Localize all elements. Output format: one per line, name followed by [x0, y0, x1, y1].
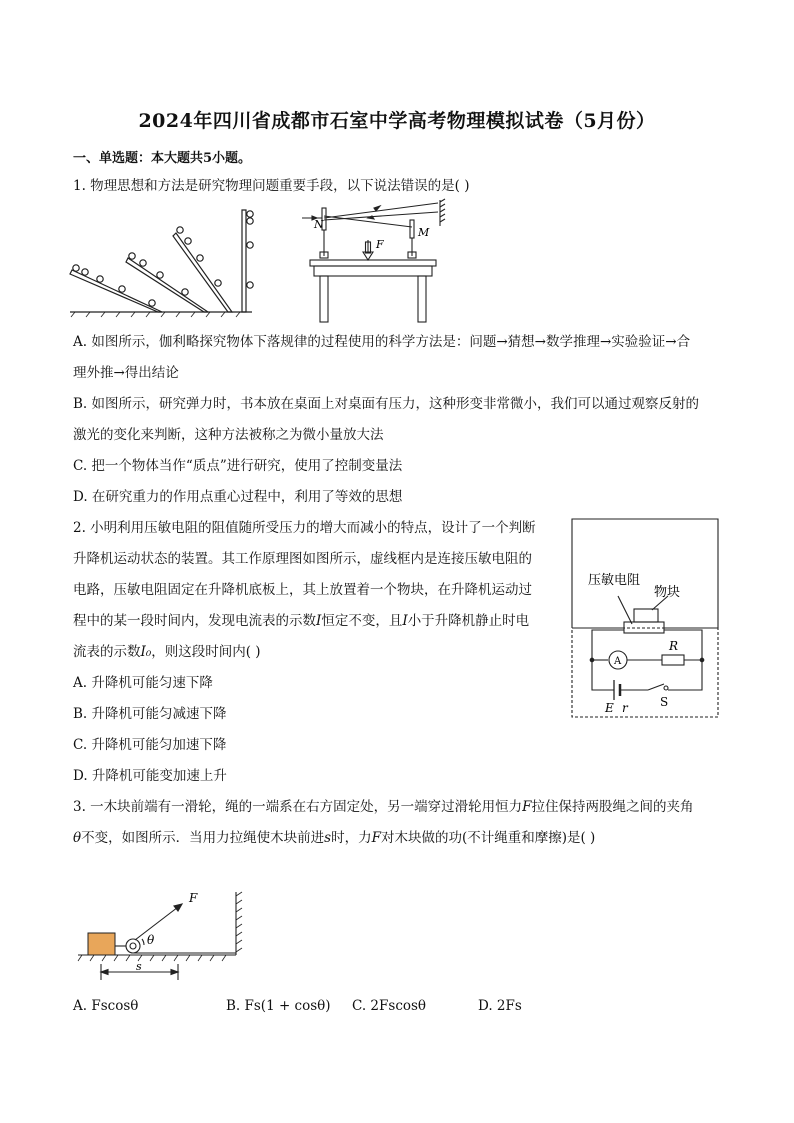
q2-circuit-figure — [572, 518, 720, 720]
fig-label-internal-r: r — [622, 701, 628, 715]
q3-pulley-figure — [78, 888, 246, 980]
q2-stem-line3: 电路，压敏电阻固定在升降机底板上，其上放置着一个物块，在升降机运动过 — [73, 582, 532, 598]
q2-stem-line5: 流表的示数I₀，则这段时间内( ) — [73, 644, 261, 660]
fig-label-block: 物块 — [654, 585, 681, 600]
q2-stem-line2: 升降机运动状态的装置。其工作原理图如图所示，虚线框内是连接压敏电阻的 — [73, 551, 532, 567]
fig-label-f: F — [376, 238, 384, 251]
fig-label-n: N — [314, 218, 324, 231]
q1-option-a-line1: A. 如图所示，伽利略探究物体下落规律的过程使用的科学方法是：问题→猜想→数学推理→实验验证→合 — [73, 334, 691, 350]
q1-incline-figure — [70, 208, 260, 318]
fig-label-pressure-resistor: 压敏电阻 — [588, 573, 641, 588]
q3-option-b: B. Fs(1 + cosθ) — [226, 998, 331, 1014]
page-title: 2024年四川省成都市石室中学高考物理模拟试卷（5月份） — [138, 110, 656, 132]
q3-stem-line1: 3. 一木块前端有一滑轮，绳的一端系在右方固定处，另一端穿过滑轮用恒力F拉住保持两股绳之间的夹角 — [73, 799, 694, 815]
q1-desk-figure — [300, 196, 450, 326]
q1-option-b-line2: 激光的变化来判断，这种方法被称之为微小量放大法 — [73, 427, 384, 443]
section-heading: 一、单选题：本大题共5小题。 — [73, 151, 252, 166]
fig-label-switch: S — [660, 695, 669, 709]
q3-option-a: A. Fscosθ — [73, 998, 139, 1014]
q1-option-a-line2: 理外推→得出结论 — [73, 365, 179, 381]
fig-label-displacement: s — [136, 960, 142, 973]
q2-option-d: D. 升降机可能变加速上升 — [73, 768, 227, 784]
q3-option-d: D. 2Fs — [478, 998, 522, 1014]
fig-label-r-resistor: R — [669, 639, 679, 653]
fig-label-force: F — [189, 891, 198, 905]
q3-stem-line2: θ不变，如图所示．当用力拉绳使木块前进s时，力F对木块做的功(不计绳重和摩擦)是( ) — [73, 830, 596, 846]
fig-label-emf: E — [605, 701, 614, 715]
fig-label-ammeter: A — [614, 656, 622, 667]
fig-label-m: M — [418, 226, 430, 239]
fig-label-theta: θ — [147, 933, 155, 947]
q3-option-c: C. 2Fscosθ — [352, 998, 427, 1014]
q1-option-b-line1: B. 如图所示，研究弹力时，书本放在桌面上对桌面有压力，这种形变非常微小，我们可以通过观察反射的 — [73, 396, 700, 412]
q2-option-c: C. 升降机可能匀加速下降 — [73, 737, 227, 753]
q2-stem-line4: 程中的某一段时间内，发现电流表的示数I恒定不变，且I小于升降机静止时电 — [73, 613, 530, 629]
q1-stem: 1. 物理思想和方法是研究物理问题重要手段，以下说法错误的是( ) — [73, 178, 470, 194]
q2-option-b: B. 升降机可能匀减速下降 — [73, 706, 227, 722]
q1-option-c: C. 把一个物体当作“质点”进行研究，使用了控制变量法 — [73, 458, 403, 474]
q2-option-a: A. 升降机可能匀速下降 — [73, 675, 213, 691]
q2-stem-line1: 2. 小明利用压敏电阻的阻值随所受压力的增大而减小的特点，设计了一个判断 — [73, 520, 536, 536]
q1-option-d: D. 在研究重力的作用点重心过程中，利用了等效的思想 — [73, 489, 403, 505]
